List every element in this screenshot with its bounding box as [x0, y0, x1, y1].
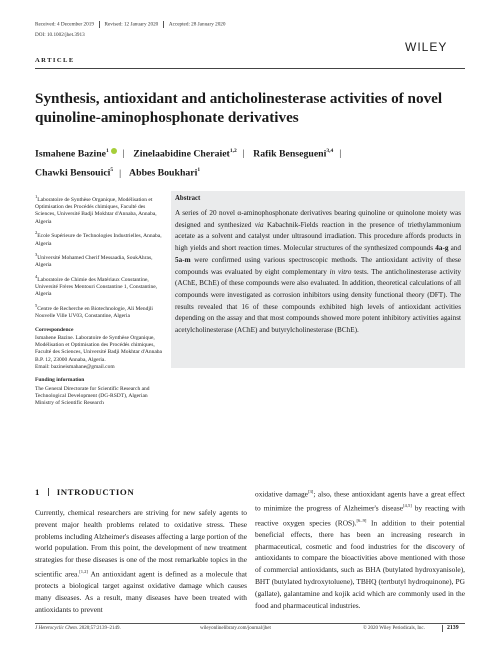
- copyright: © 2020 Wiley Periodicals, Inc.: [363, 626, 425, 631]
- orcid-icon[interactable]: [111, 148, 117, 154]
- journal-url[interactable]: wileyonlinelibrary.com/journal/jhet: [200, 626, 271, 631]
- author-list: [35, 143, 465, 182]
- body-text: Currently, chemical researchers are striving for new safely agents to prevent major health problems related to oxidative stress. These problems including Alzheimer's diseases affecting a large portion of the world population. From this point, the development of new treatment strategies for these diseases is one of the most remarkable topics in the scientific area.: [35, 508, 247, 579]
- article-type: ARTICLE: [35, 57, 75, 64]
- author-sup: 1: [197, 167, 201, 174]
- affiliation-sup: 5: [35, 303, 38, 309]
- affiliation-text: Laboratoire de Chimie des Matériaux Constantine, Université Frères Mentouri Constantine 1, Constantine, Algeria: [35, 276, 158, 298]
- divider: [48, 488, 49, 496]
- abstract-body: [175, 208, 461, 337]
- abstract-text: Kabachnik-Fields reaction in the presence of triethylammonium acetate as a solvent and catalyst under ultrasound irradiation. This procedure affords products in high yields and short reaction times. Molecular structures of the synthesized compounds: [175, 220, 461, 253]
- revised-date: Revised: 12 January 2020: [104, 21, 159, 28]
- affiliation: [35, 193, 165, 226]
- divider: [442, 625, 443, 632]
- author-separator: |: [242, 148, 245, 160]
- affiliations-sidebar: [35, 193, 165, 411]
- affiliation-text: Université Mohamed Cherif Messaadia, SoukAhras, Algeria: [35, 255, 153, 269]
- abstract-text: tests. The anticholinesterase activity (AChE, BChE) of these compounds were also evaluated. In addition, theoretical calculations of all compounds were investigated as corrosion inhibitors using density functional theory (DFT). The results revealed that 16 of these compounds exhibited high levels of antioxidant activities depending on the assay and that most compounds showed more potent inhibitory activities against acetylcholinesterase (AChE) and butyrylcholinesterase (BChE).: [175, 267, 461, 335]
- citation-ref[interactable]: [1,2]: [79, 568, 88, 574]
- author-separator: |: [122, 148, 125, 160]
- affiliation: [35, 229, 165, 247]
- citation-ref[interactable]: [4,5]: [402, 503, 412, 509]
- funding-text: The General Directorate for Scientific Research and Technological Development (DG-RSDT), Algerian Ministry of Scientific Research: [35, 385, 150, 407]
- accepted-date: Accepted: 28 January 2020: [168, 21, 226, 28]
- affiliation-text: Centre de Recherche en Biotechnologie, Ali Mendjli Nouvelle Ville UV03, Constantine, Algeria: [35, 305, 153, 320]
- affiliation-text: Ecole Supérieure de Technologies Industrielles, Annaba, Algeria: [35, 233, 162, 247]
- footer-citation: [35, 626, 121, 631]
- affiliation-sup: 3: [35, 252, 38, 258]
- paper-title: Synthesis, antioxidant and anticholinesterase activities of novel quinoline-aminophosphonate derivatives: [35, 90, 443, 126]
- citation-ref[interactable]: [6–9]: [356, 517, 367, 523]
- affiliation: [35, 251, 165, 269]
- received-date: Received: 4 December 2019: [35, 21, 94, 28]
- body-column-right: [255, 486, 465, 611]
- correspondence-heading: Correspondence: [35, 326, 74, 333]
- body-text: oxidative damage: [255, 489, 308, 499]
- journal-name: J Heterocyclic Chem.: [35, 626, 78, 631]
- body-text: by reacting with reactive oxygen species (ROS).: [255, 503, 466, 527]
- author-name[interactable]: Abbes Boukhari: [129, 167, 198, 179]
- article-dates: [35, 21, 465, 28]
- affiliation: [35, 273, 165, 299]
- section-title: INTRODUCTION: [56, 487, 135, 497]
- author-name[interactable]: Zinelaabidine Cheraiet: [133, 148, 230, 160]
- author-name[interactable]: Chawki Bensouici: [35, 167, 111, 179]
- author-sup: 1,2: [229, 148, 237, 154]
- affiliation-sup: 1: [35, 194, 38, 199]
- affiliation-sup: 2: [35, 230, 38, 236]
- body-text: In addition to their potential beneficial effects, there has been an increasing research in pharmaceutical, cosmetic and food industries for the discovery of antioxidants to compare the bioactivities above mentioned with those of commercial antioxidants, such as BHA (butylated hydroxyanisole), BHT (butylated hydroxytoluene), TBHQ (tertbutyl hydroquinone), PG (gallate), galantamine and kojik acid which are commonly used in the food and pharmaceutical industries.: [255, 518, 465, 610]
- abstract-text: were confirmed using various spectroscopic methods. The antioxidant activity of these compounds was evaluated by eight complementary: [175, 255, 461, 276]
- affiliation-text: Laboratoire de Synthèse Organique, Modélisation et Optimisation des Procédés chimiques, Faculté des Sciences, Université Badji Mokhtar d'Annaba, Annaba, Algeria: [35, 196, 157, 225]
- author-sup: 3,4: [326, 148, 334, 154]
- compound-label: 4a-g: [435, 244, 449, 253]
- funding-heading: Funding information: [35, 377, 85, 384]
- footer-rule: [35, 623, 465, 624]
- body-text: ; also, these antioxidant agents have a great effect to minimize the progress of Alzheimer's disease: [255, 489, 465, 513]
- author-name[interactable]: Rafik Bensegueni: [253, 148, 327, 160]
- compound-label: 5a-m: [175, 255, 191, 264]
- author-sup: 1: [106, 148, 109, 154]
- citation-text: 2020;57:2139–2149.: [78, 626, 121, 631]
- author-sup: 5: [110, 167, 114, 174]
- body-text: An antioxidant agent is defined as a molecule that protects a biological target against oxidative damage which causes many diseases. As a result, many diseases have been treated with antioxidants to prevent: [35, 569, 247, 614]
- abstract-heading: Abstract: [175, 195, 201, 202]
- citation-ref[interactable]: [3]: [307, 489, 314, 494]
- author-separator: |: [339, 148, 342, 160]
- abstract-text: A series of 20 novel α-aminophosphonate derivatives bearing quinoline or quinolone moiety was designed and synthesized: [175, 209, 461, 229]
- section-number: 1: [35, 487, 40, 497]
- author-name[interactable]: Ismahene Bazine: [35, 148, 107, 160]
- publisher-logo: WILEY: [405, 40, 448, 54]
- doi[interactable]: DOI: 10.1002/jhet.3913: [35, 32, 85, 38]
- header-rule: [35, 68, 465, 69]
- abstract-italic: in vitro: [329, 267, 352, 276]
- divider: [163, 21, 164, 28]
- correspondence-email[interactable]: Email: bazineismahane@gmail.com: [35, 364, 115, 371]
- page-number: 2139: [447, 625, 459, 631]
- body-column-left: [35, 507, 247, 616]
- abstract-italic: via: [254, 220, 264, 229]
- abstract-text: and: [448, 244, 461, 253]
- author-separator: |: [119, 167, 122, 179]
- correspondence-text: [35, 335, 165, 371]
- divider: [99, 21, 100, 28]
- abstract-box: [171, 191, 465, 368]
- correspondence-address: Ismahene Bazine. Laboratoire de Synthèse Organique, Modélisation et Optimisation des Procédés chimiques, Faculté des Sciences, Université Badji Mokhtar d'Annaba B.P. 12, 23000 Annaba, Algeria.: [35, 334, 162, 363]
- affiliation: [35, 302, 165, 320]
- section-heading: [35, 487, 134, 497]
- affiliation-sup: 4: [35, 274, 38, 280]
